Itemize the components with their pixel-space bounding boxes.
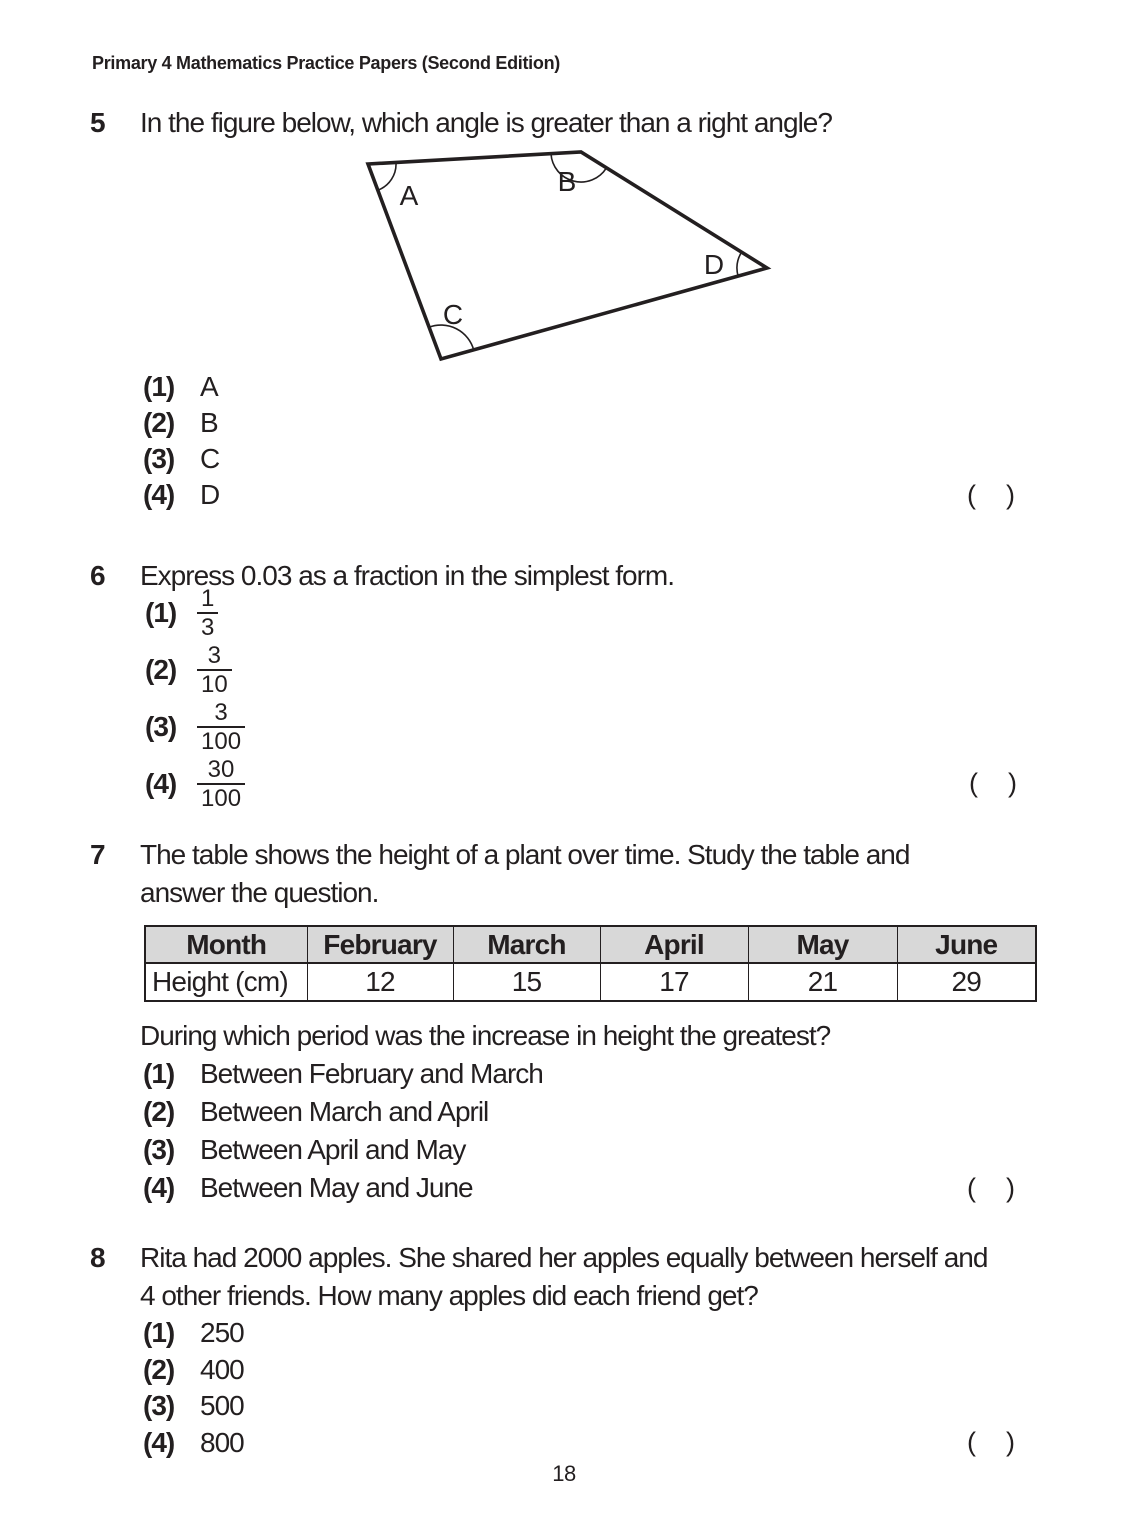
- question-7-text-line1: The table shows the height of a plant over time. Study the table and: [140, 839, 910, 870]
- question-5: [90, 107, 1035, 139]
- table-data-cell: 12: [307, 963, 453, 1001]
- option-row: [143, 477, 1015, 513]
- option-text: 400: [200, 1353, 244, 1385]
- fraction-denominator: 100: [197, 783, 245, 811]
- option-label: (2): [145, 653, 177, 685]
- option-row: [143, 1425, 1015, 1462]
- answer-bracket-open: (: [967, 1172, 976, 1203]
- option-label: (3): [143, 443, 175, 474]
- angle-label-d: D: [703, 249, 725, 280]
- plant-height-table: [144, 925, 1037, 1002]
- option-text: 250: [200, 1317, 244, 1349]
- angle-arc-d: [737, 252, 742, 276]
- fraction-numerator: 30: [207, 755, 235, 783]
- table-header-cell: February: [307, 926, 453, 963]
- table-data-cell: 21: [748, 963, 897, 1001]
- table-header-cell: June: [897, 926, 1036, 963]
- table-header-row: [145, 926, 1036, 963]
- table-data-cell: 17: [600, 963, 748, 1001]
- option-label: (4): [143, 479, 175, 510]
- option-label: (4): [145, 767, 177, 799]
- table-header-cell: Month: [145, 926, 307, 963]
- table-header-cell: April: [600, 926, 748, 963]
- option-label: (4): [143, 1426, 175, 1458]
- angle-label-c: C: [442, 299, 464, 330]
- option-label: (1): [145, 596, 177, 628]
- option-row: [143, 1315, 1015, 1352]
- fraction-numerator: 3: [214, 698, 228, 726]
- answer-bracket-open: (: [967, 479, 976, 510]
- answer-bracket-close: ): [1006, 1427, 1015, 1458]
- angle-label-a: A: [399, 180, 419, 211]
- option-text: D: [200, 479, 220, 510]
- answer-bracket: [967, 1173, 1015, 1204]
- angle-arc-a: [378, 162, 396, 190]
- option-row: [145, 698, 1017, 755]
- fraction: [197, 586, 218, 640]
- option-row: [143, 1388, 1015, 1425]
- answer-bracket-open: (: [969, 768, 978, 798]
- option-text: 500: [200, 1390, 244, 1422]
- question-6-options: [145, 584, 1017, 812]
- answer-bracket: [969, 768, 1017, 799]
- option-text: B: [200, 407, 218, 438]
- option-text: C: [200, 443, 220, 474]
- option-text: A: [200, 371, 218, 402]
- question-8: [90, 1239, 1035, 1315]
- answer-bracket-close: ): [1006, 1172, 1015, 1203]
- fraction: [197, 643, 232, 697]
- option-text: Between March and April: [200, 1096, 489, 1127]
- option-row: [143, 1352, 1015, 1389]
- option-label: (3): [145, 710, 177, 742]
- fraction: [197, 700, 245, 754]
- fraction-denominator: 3: [197, 612, 218, 640]
- fraction-denominator: 10: [197, 669, 232, 697]
- question-5-options: [143, 369, 1015, 513]
- question-8-text-line1: Rita had 2000 apples. She shared her apples equally between herself and: [140, 1242, 988, 1273]
- question-8-text: [140, 1239, 1035, 1315]
- quadrilateral-figure: [330, 138, 800, 370]
- option-text: Between May and June: [200, 1172, 473, 1203]
- option-row: [143, 441, 1015, 477]
- angle-label-b: B: [557, 166, 577, 197]
- question-5-number: 5: [90, 107, 105, 138]
- option-row: [145, 641, 1017, 698]
- question-6-text: Express 0.03 as a fraction in the simplest form.: [140, 560, 675, 591]
- option-label: (3): [143, 1134, 175, 1165]
- option-text: Between February and March: [200, 1058, 543, 1089]
- table-header-cell: March: [453, 926, 600, 963]
- question-7-text-line2: answer the question.: [140, 877, 379, 908]
- option-row: [143, 1093, 1015, 1131]
- option-label: (1): [143, 1058, 175, 1089]
- question-8-options: [143, 1315, 1015, 1461]
- question-5-text: In the figure below, which angle is greater than a right angle?: [140, 107, 832, 138]
- option-row: [145, 755, 1017, 812]
- fraction-numerator: 3: [207, 641, 222, 669]
- table-header-cell: May: [748, 926, 897, 963]
- option-row: [145, 584, 1017, 641]
- option-label: (2): [143, 1353, 175, 1385]
- table-data-cell: 15: [453, 963, 600, 1001]
- fraction-numerator: 1: [201, 584, 215, 612]
- question-8-text-line2: 4 other friends. How many apples did each friend get?: [140, 1280, 758, 1311]
- fraction-denominator: 100: [197, 726, 245, 754]
- page-number: 18: [552, 1461, 576, 1486]
- answer-bracket-close: ): [1008, 768, 1017, 798]
- question-7-options: [143, 1055, 1015, 1207]
- fraction: [197, 757, 245, 811]
- answer-bracket: [967, 1427, 1015, 1458]
- answer-bracket-open: (: [967, 1427, 976, 1458]
- answer-bracket: [967, 480, 1015, 511]
- table-data-cell: 29: [897, 963, 1036, 1001]
- option-label: (2): [143, 1096, 175, 1127]
- table-data-row: [145, 963, 1036, 1001]
- option-text: 800: [200, 1426, 244, 1458]
- option-row: [143, 1055, 1015, 1093]
- option-label: (3): [143, 1390, 175, 1422]
- question-7: [90, 836, 1035, 912]
- book-header: Primary 4 Mathematics Practice Papers (Second Edition): [92, 53, 560, 73]
- option-row: [143, 1169, 1015, 1207]
- question-7-sub-question: During which period was the increase in height the greatest?: [140, 1020, 831, 1051]
- option-label: (2): [143, 407, 175, 438]
- option-label: (4): [143, 1172, 175, 1203]
- question-8-number: 8: [90, 1242, 105, 1273]
- question-6-number: 6: [90, 560, 105, 591]
- table-row-label: Height (cm): [145, 963, 307, 1001]
- option-row: [143, 369, 1015, 405]
- option-label: (1): [143, 1317, 175, 1349]
- option-label: (1): [143, 371, 175, 402]
- answer-bracket-close: ): [1006, 479, 1015, 510]
- option-text: Between April and May: [200, 1134, 466, 1165]
- question-7-number: 7: [90, 839, 105, 870]
- option-row: [143, 1131, 1015, 1169]
- question-7-text: [140, 836, 1035, 912]
- option-row: [143, 405, 1015, 441]
